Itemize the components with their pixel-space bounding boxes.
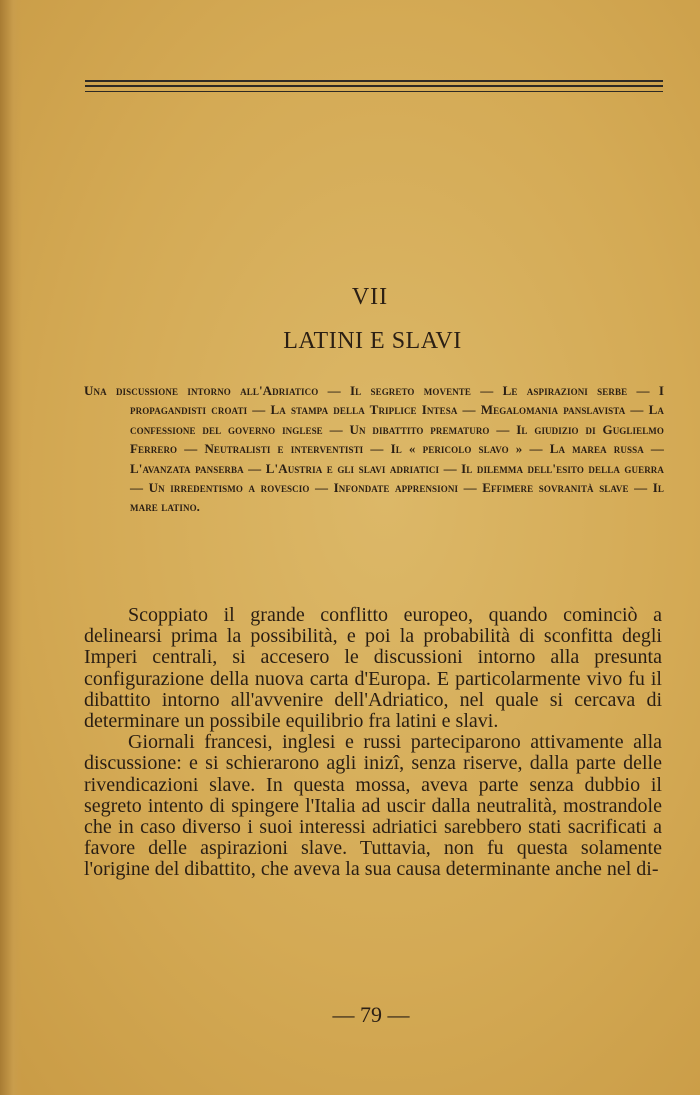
chapter-number: VII — [351, 284, 389, 310]
synopsis-text: Una discussione intorno all'Adriatico — Il segreto movente — Le aspirazioni serbe — I propagandisti croati — La stampa della Triplice Intesa — Megalomania panslavista — La confessione del governo inglese — Un dibattito prematuro — Il giudizio di Guglielmo Ferrero — Neutralisti e interventisti — Il « pericolo slavo » — La marea russa — L'avanzata panserba — L'Austria e gli slavi adriatici — Il dilemma dell'esito della guerra — Un irredentismo a rovescio — Infondate apprensioni — Effimere sovranità slave — Il mare latino. — [84, 383, 664, 515]
header-rule — [85, 80, 663, 82]
paragraph: Giornali francesi, inglesi e russi parteciparono attivamente alla discussione: e si schierarono agli inizî, senza riserve, dalla parte delle rivendicazioni slave. In questa mossa, aveva parte senza dubbio il segreto intento di spingere l'Italia ad uscir dalla neutralità, mostrandole che in caso diverso i suoi interessi adriatici sarebbero stati sacrificati a favore delle aspirazioni slave. Tuttavia, non fu questa solamente l'origine del dibattito, che aveva la sua causa determinante anche nel di- — [84, 731, 662, 881]
page-edge-shadow — [0, 0, 22, 1095]
header-rule — [85, 91, 663, 92]
header-rule — [85, 85, 663, 87]
chapter-title: LATINI E SLAVI — [283, 328, 462, 354]
chapter-synopsis — [84, 381, 664, 517]
paragraph: Scoppiato il grande conflitto europeo, quando cominciò a delinearsi prima la possibilità, e poi la probabilità di sconfitta degli Imperi centrali, si accesero le discussioni intorno alla presunta configurazione della nuova carta d'Europa. E particolarmente vivo fu il dibattito intorno all'avvenire dell'Adriatico, nel quale si cercava di determinare un possibile equilibrio fra latini e slavi. — [84, 604, 662, 733]
body-text — [84, 605, 662, 881]
page-number: — 79 — — [332, 1002, 410, 1027]
